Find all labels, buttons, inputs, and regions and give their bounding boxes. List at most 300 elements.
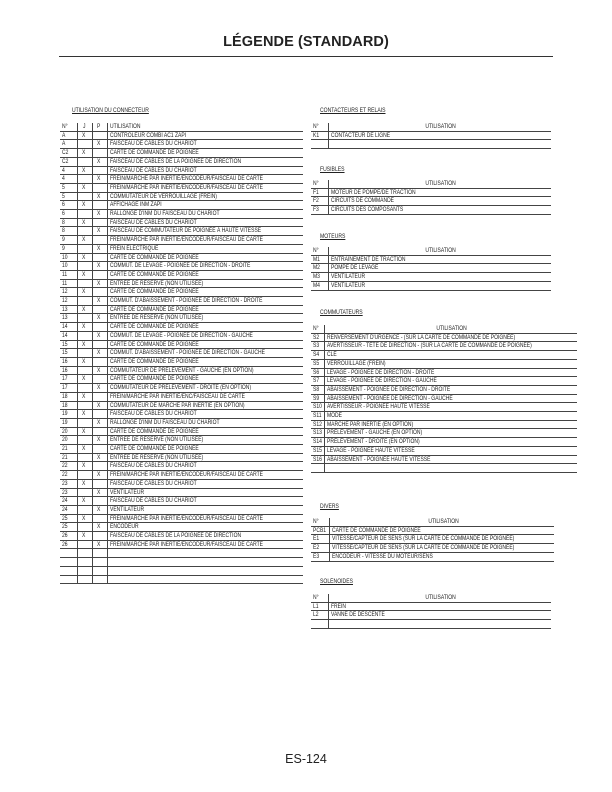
cell-usage: PRÉLÈVEMENT - GAUCHE (EN OPTION) bbox=[326, 429, 422, 437]
cell-p: X bbox=[92, 453, 107, 462]
cell-usage: RENVERSEMENT D'URGENCE - (SUR LA CARTE DE COMMANDE DE POIGNÉE) bbox=[326, 333, 516, 341]
cell-usage bbox=[328, 140, 551, 149]
cell-j bbox=[77, 471, 92, 480]
cell-usage: ENCODEUR - VITESSE DU MOTEUR/SENS bbox=[331, 552, 433, 560]
cell-usage: CARTE DE COMMANDE DE POIGNÉE bbox=[109, 288, 199, 296]
cell-j: X bbox=[77, 445, 92, 454]
cell-j bbox=[77, 331, 92, 340]
cell-no: 21 bbox=[60, 445, 77, 454]
cell-no: K1 bbox=[311, 131, 328, 140]
cell-no: S14 bbox=[311, 438, 324, 447]
table-row bbox=[60, 445, 303, 454]
cell-p: X bbox=[92, 297, 107, 306]
cell-usage: CONTRÔLEUR COMBI AC1 ZAPI bbox=[109, 131, 186, 139]
cell-p: X bbox=[92, 505, 107, 514]
cell-usage: VENTILATEUR bbox=[109, 488, 144, 496]
cell-no: 5 bbox=[60, 192, 77, 201]
cell-j bbox=[77, 244, 92, 253]
cell-no bbox=[311, 140, 328, 149]
cell-usage: ENTRÉE DE RÉSERVE (NON UTILISÉE) bbox=[109, 436, 203, 444]
cell-p bbox=[92, 410, 107, 419]
cell-no: 6 bbox=[60, 210, 77, 219]
cell-no: 20 bbox=[60, 436, 77, 445]
cell-no: 18 bbox=[60, 401, 77, 410]
cell-p bbox=[92, 575, 107, 584]
cell-j bbox=[77, 566, 92, 575]
table-row bbox=[311, 412, 577, 421]
title-rule bbox=[59, 56, 553, 57]
table-row bbox=[311, 394, 577, 403]
table-row bbox=[60, 323, 303, 332]
cell-usage: FREIN/MARCHE PAR INERTIE/ENCODEUR/FAISCEAU DE CARTE bbox=[109, 540, 263, 548]
cell-usage: ENTRÉE DE RÉSERVE (NON UTILISÉE) bbox=[109, 279, 203, 287]
table-row bbox=[311, 342, 577, 351]
cell-usage: ENCODEUR bbox=[109, 523, 139, 531]
cell-p bbox=[92, 340, 107, 349]
cell-j: X bbox=[77, 305, 92, 314]
cell-usage: CARTE DE COMMANDE DE POIGNÉE bbox=[109, 340, 199, 348]
cell-usage: ENTRÉE DE RÉSERVE (NON UTILISÉE) bbox=[109, 453, 203, 461]
cell-j bbox=[77, 436, 92, 445]
table-row bbox=[60, 297, 303, 306]
cell-no: 22 bbox=[60, 462, 77, 471]
table-row bbox=[60, 427, 303, 436]
table-row bbox=[311, 377, 577, 386]
cell-p bbox=[92, 566, 107, 575]
table-row bbox=[311, 206, 551, 215]
section-title-misc: DIVERS bbox=[320, 503, 339, 510]
table-row bbox=[60, 131, 303, 140]
table-row bbox=[311, 359, 577, 368]
cell-usage: FREIN/MARCHE PAR INERTIE/ENCODEUR/FAISCEAU DE CARTE bbox=[109, 175, 263, 183]
cell-j bbox=[77, 227, 92, 236]
cell-p: X bbox=[92, 436, 107, 445]
cell-usage: CARTE DE COMMANDE DE POIGNÉE bbox=[109, 305, 199, 313]
cell-j: X bbox=[77, 253, 92, 262]
cell-no: 24 bbox=[60, 505, 77, 514]
cell-no: 20 bbox=[60, 427, 77, 436]
table-header-row bbox=[311, 594, 551, 602]
cell-j bbox=[77, 297, 92, 306]
cell-p bbox=[92, 218, 107, 227]
cell-no: S13 bbox=[311, 429, 324, 438]
section-title-contactors: CONTACTEURS ET RELAIS bbox=[320, 107, 386, 114]
table-row bbox=[60, 166, 303, 175]
table-row bbox=[60, 462, 303, 471]
cell-j bbox=[77, 401, 92, 410]
cell-usage: PRÉLÈVEMENT - DROITE (EN OPTION) bbox=[326, 438, 420, 446]
cell-j: X bbox=[77, 166, 92, 175]
motors-table bbox=[311, 247, 551, 291]
cell-no: S4 bbox=[311, 351, 324, 360]
cell-p bbox=[92, 236, 107, 245]
cell-p bbox=[92, 149, 107, 158]
cell-no: 4 bbox=[60, 175, 77, 184]
cell-no: 23 bbox=[60, 488, 77, 497]
cell-no: M2 bbox=[311, 264, 328, 273]
table-row bbox=[60, 288, 303, 297]
cell-p: X bbox=[92, 540, 107, 549]
cell-p bbox=[92, 131, 107, 140]
cell-j: X bbox=[77, 514, 92, 523]
cell-no: S9 bbox=[311, 394, 324, 403]
cell-usage: POMPE DE LEVAGE bbox=[330, 264, 378, 272]
cell-no: M4 bbox=[311, 281, 328, 290]
cell-p: X bbox=[92, 418, 107, 427]
header-no: N° bbox=[311, 518, 329, 526]
cell-usage: FREIN/MARCHE PAR INERTIE/ENC/FAISCEAU DE CARTE bbox=[109, 392, 245, 400]
table-row bbox=[60, 558, 303, 567]
cell-no: 13 bbox=[60, 314, 77, 323]
cell-usage: VITESSE/CAPTEUR DE SENS (SUR LA CARTE DE COMMANDE DE POIGNÉE) bbox=[331, 535, 515, 543]
header-usage: UTILISATION bbox=[425, 247, 456, 254]
cell-usage: CONTACTEUR DE LIGNE bbox=[330, 131, 390, 139]
cell-no: 17 bbox=[60, 384, 77, 393]
cell-j: X bbox=[77, 479, 92, 488]
cell-p bbox=[92, 166, 107, 175]
header-no: N° bbox=[311, 123, 328, 131]
cell-j: X bbox=[77, 183, 92, 192]
cell-no: S5 bbox=[311, 359, 324, 368]
cell-usage: FAISCEAU DE CÂBLES DE LA POIGNÉE DE DIRECTION bbox=[109, 532, 241, 540]
cell-no: 13 bbox=[60, 305, 77, 314]
cell-usage bbox=[107, 558, 303, 567]
cell-p: X bbox=[92, 401, 107, 410]
cell-j: X bbox=[77, 218, 92, 227]
table-row bbox=[60, 514, 303, 523]
table-row bbox=[60, 262, 303, 271]
table-row bbox=[311, 526, 554, 535]
cell-usage: FAISCEAU DE CÂBLES DU CHARIOT bbox=[109, 462, 197, 470]
cell-p bbox=[92, 392, 107, 401]
cell-no: S7 bbox=[311, 377, 324, 386]
contactors-table bbox=[311, 123, 551, 149]
cell-no bbox=[60, 566, 77, 575]
table-row bbox=[311, 333, 577, 342]
cell-usage: COMMUT. D'ABAISSEMENT - POIGNÉE DE DIRECTION - GAUCHE bbox=[109, 349, 265, 357]
cell-usage: COMMUTATEUR DE PRÉLÈVEMENT - DROITE (EN OPTION) bbox=[109, 384, 251, 392]
table-row bbox=[311, 197, 551, 206]
cell-j bbox=[77, 314, 92, 323]
table-row bbox=[60, 314, 303, 323]
cell-j bbox=[77, 558, 92, 567]
misc-table bbox=[311, 518, 554, 562]
cell-usage: CARTE DE COMMANDE DE POIGNÉE bbox=[109, 149, 199, 157]
cell-usage: ABAISSEMENT - POIGNÉE HAUTE VITESSE bbox=[326, 455, 431, 463]
cell-j: X bbox=[77, 462, 92, 471]
table-row bbox=[311, 438, 577, 447]
table-row bbox=[311, 140, 551, 149]
cell-usage: AVERTISSEUR - POIGNÉE HAUTE VITESSE bbox=[326, 403, 430, 411]
cell-p bbox=[92, 549, 107, 558]
section-title-fuses: FUSIBLES bbox=[320, 166, 345, 173]
cell-usage: RALLONGE D'INM DU FAISCEAU DU CHARIOT bbox=[109, 210, 220, 218]
table-row bbox=[311, 611, 551, 620]
cell-no: 22 bbox=[60, 471, 77, 480]
table-row bbox=[60, 183, 303, 192]
cell-no bbox=[311, 464, 324, 473]
cell-j: X bbox=[77, 323, 92, 332]
cell-usage: FAISCEAU DE CÂBLES DU CHARIOT bbox=[109, 479, 197, 487]
page-number: ES-124 bbox=[285, 752, 327, 766]
table-row bbox=[60, 497, 303, 506]
cell-j: X bbox=[77, 410, 92, 419]
cell-no: 16 bbox=[60, 366, 77, 375]
table-row bbox=[60, 340, 303, 349]
table-row bbox=[311, 446, 577, 455]
cell-usage: MODE bbox=[326, 412, 342, 420]
cell-no: C2 bbox=[60, 149, 77, 158]
cell-usage: FAISCEAU DE COMMUTATEUR DE POIGNÉE À HAUTE VITESSE bbox=[109, 227, 261, 235]
cell-usage: CIRCUITS DES COMPOSANTS bbox=[330, 206, 403, 214]
cell-p bbox=[92, 479, 107, 488]
cell-usage: COMMUTATEUR DE MARCHE PAR INERTIE (EN OPTION) bbox=[109, 401, 245, 409]
cell-usage: CARTE DE COMMANDE DE POIGNÉE bbox=[109, 445, 199, 453]
table-row bbox=[60, 270, 303, 279]
cell-j bbox=[77, 279, 92, 288]
cell-usage: ABAISSEMENT - POIGNÉE DE DIRECTION - GAUCHE bbox=[326, 394, 453, 402]
cell-p bbox=[92, 497, 107, 506]
cell-usage: COMMUT. DE LEVAGE - POIGNÉE DE DIRECTION - DROITE bbox=[109, 262, 250, 270]
cell-p bbox=[92, 201, 107, 210]
cell-p: X bbox=[92, 279, 107, 288]
cell-usage bbox=[324, 464, 576, 473]
cell-usage: ENTRAÎNEMENT DE TRACTION bbox=[330, 255, 406, 263]
cell-usage bbox=[107, 575, 303, 584]
cell-j bbox=[77, 523, 92, 532]
table-row bbox=[60, 410, 303, 419]
cell-no: 23 bbox=[60, 479, 77, 488]
cell-no: PCB1 bbox=[311, 526, 329, 535]
cell-p: X bbox=[92, 192, 107, 201]
cell-p bbox=[92, 445, 107, 454]
header-usage: UTILISATION bbox=[425, 594, 456, 601]
table-row bbox=[60, 418, 303, 427]
table-row bbox=[311, 602, 551, 611]
cell-j bbox=[77, 157, 92, 166]
header-usage: UTILISATION bbox=[436, 325, 467, 332]
cell-j: X bbox=[77, 532, 92, 541]
table-row bbox=[60, 566, 303, 575]
cell-no: S6 bbox=[311, 368, 324, 377]
table-header-row bbox=[311, 518, 554, 526]
cell-j bbox=[77, 262, 92, 271]
cell-no: 15 bbox=[60, 349, 77, 358]
cell-p: X bbox=[92, 349, 107, 358]
cell-p: X bbox=[92, 244, 107, 253]
cell-usage: CARTE DE COMMANDE DE POIGNÉE bbox=[109, 323, 199, 331]
section-title-connector-usage: UTILISATION DU CONNECTEUR bbox=[72, 107, 149, 114]
cell-no: S10 bbox=[311, 403, 324, 412]
cell-no: F1 bbox=[311, 188, 328, 197]
cell-no: 11 bbox=[60, 279, 77, 288]
table-row bbox=[60, 401, 303, 410]
cell-usage: MARCHE PAR INERTIE (EN OPTION) bbox=[326, 420, 414, 428]
cell-p bbox=[92, 270, 107, 279]
header-no: N° bbox=[311, 247, 328, 255]
solenoids-table bbox=[311, 594, 551, 629]
table-row bbox=[60, 479, 303, 488]
cell-j: X bbox=[77, 340, 92, 349]
cell-j bbox=[77, 140, 92, 149]
cell-no: 24 bbox=[60, 497, 77, 506]
cell-usage: VERROUILLAGE (FREIN) bbox=[326, 359, 386, 367]
header-j: J bbox=[77, 123, 92, 131]
cell-j: X bbox=[77, 392, 92, 401]
cell-usage: RALLONGE D'INM DU FAISCEAU DU CHARIOT bbox=[109, 418, 220, 426]
cell-p: X bbox=[92, 227, 107, 236]
cell-p bbox=[92, 357, 107, 366]
fuses-table bbox=[311, 180, 551, 215]
cell-no: 9 bbox=[60, 244, 77, 253]
cell-no: E2 bbox=[311, 544, 329, 553]
cell-no: E1 bbox=[311, 535, 329, 544]
cell-j: X bbox=[77, 131, 92, 140]
cell-p: X bbox=[92, 140, 107, 149]
cell-no: 26 bbox=[60, 532, 77, 541]
cell-usage bbox=[328, 620, 551, 629]
cell-p bbox=[92, 305, 107, 314]
cell-no: 25 bbox=[60, 523, 77, 532]
table-row bbox=[60, 523, 303, 532]
table-header-row bbox=[60, 123, 303, 131]
table-row bbox=[311, 368, 577, 377]
cell-p: X bbox=[92, 175, 107, 184]
cell-usage: COMMUT. D'ABAISSEMENT - POIGNÉE DE DIRECTION - DROITE bbox=[109, 297, 262, 305]
cell-p bbox=[92, 514, 107, 523]
cell-usage: AVERTISSEUR - TÊTE DE DIRECTION - (SUR LA CARTE DE COMMANDE DE POIGNÉE) bbox=[326, 342, 532, 350]
table-row bbox=[60, 366, 303, 375]
cell-no: 9 bbox=[60, 236, 77, 245]
table-row bbox=[311, 131, 551, 140]
table-row bbox=[311, 455, 577, 464]
cell-p bbox=[92, 532, 107, 541]
section-title-motors: MOTEURS bbox=[320, 233, 346, 240]
cell-p bbox=[92, 462, 107, 471]
table-row bbox=[60, 349, 303, 358]
cell-j: X bbox=[77, 149, 92, 158]
table-row bbox=[311, 264, 551, 273]
cell-no: 19 bbox=[60, 418, 77, 427]
cell-no: 6 bbox=[60, 201, 77, 210]
table-row bbox=[60, 253, 303, 262]
cell-j bbox=[77, 349, 92, 358]
cell-no: 14 bbox=[60, 331, 77, 340]
switches-table bbox=[311, 325, 577, 473]
cell-no: F3 bbox=[311, 206, 328, 215]
cell-no: S2 bbox=[311, 333, 324, 342]
section-title-switches: COMMUTATEURS bbox=[320, 309, 363, 316]
cell-usage: LEVAGE - POIGNÉE HAUTE VITESSE bbox=[326, 446, 415, 454]
cell-j: X bbox=[77, 201, 92, 210]
cell-usage: ENTRÉE DE RÉSERVE (NON UTILISÉE) bbox=[109, 314, 203, 322]
cell-no: 8 bbox=[60, 218, 77, 227]
cell-p bbox=[92, 288, 107, 297]
cell-usage: FREIN/MARCHE PAR INERTIE/ENCODEUR/FAISCEAU DE CARTE bbox=[109, 236, 263, 244]
table-row bbox=[311, 464, 577, 473]
table-row bbox=[60, 279, 303, 288]
cell-p: X bbox=[92, 366, 107, 375]
cell-no: S12 bbox=[311, 420, 324, 429]
cell-no: 5 bbox=[60, 183, 77, 192]
cell-usage: FAISCEAU DE CÂBLES DU CHARIOT bbox=[109, 497, 197, 505]
table-row bbox=[60, 331, 303, 340]
cell-no: S3 bbox=[311, 342, 324, 351]
table-row bbox=[311, 351, 577, 360]
cell-j bbox=[77, 192, 92, 201]
page-title: LÉGENDE (STANDARD) bbox=[223, 34, 389, 50]
cell-j bbox=[77, 175, 92, 184]
cell-usage: VENTILATEUR bbox=[330, 281, 365, 289]
table-row bbox=[311, 552, 554, 561]
cell-no: 18 bbox=[60, 392, 77, 401]
header-usage: UTILISATION bbox=[425, 123, 456, 130]
header-usage: UTILISATION bbox=[109, 123, 140, 130]
table-header-row bbox=[311, 247, 551, 255]
cell-j: X bbox=[77, 375, 92, 384]
cell-no: 11 bbox=[60, 270, 77, 279]
table-row bbox=[311, 544, 554, 553]
cell-usage: FREIN ÉLECTRIQUE bbox=[109, 244, 158, 252]
table-row bbox=[60, 384, 303, 393]
cell-usage: CARTE DE COMMANDE DE POIGNÉE bbox=[109, 357, 199, 365]
table-row bbox=[60, 453, 303, 462]
cell-p bbox=[92, 183, 107, 192]
cell-usage: FAISCEAU DE CÂBLES DU CHARIOT bbox=[109, 410, 197, 418]
cell-no: M1 bbox=[311, 255, 328, 264]
cell-j bbox=[77, 418, 92, 427]
cell-j: X bbox=[77, 270, 92, 279]
cell-usage: FREIN/MARCHE PAR INERTIE/ENCODEUR/FAISCEAU DE CARTE bbox=[109, 514, 263, 522]
cell-usage: FAISCEAU DE CÂBLES DU CHARIOT bbox=[109, 140, 197, 148]
cell-usage: LEVAGE - POIGNÉE DE DIRECTION - GAUCHE bbox=[326, 377, 437, 385]
cell-no bbox=[60, 549, 77, 558]
cell-usage: ABAISSEMENT - POIGNÉE DE DIRECTION - DROITE bbox=[326, 385, 451, 393]
cell-j: X bbox=[77, 427, 92, 436]
cell-j: X bbox=[77, 288, 92, 297]
cell-usage: VENTILATEUR bbox=[109, 505, 144, 513]
cell-usage: COMMUTATEUR DE PRÉLÈVEMENT - GAUCHE (EN OPTION) bbox=[109, 366, 254, 374]
cell-usage: FAISCEAU DE CÂBLES DU CHARIOT bbox=[109, 166, 197, 174]
table-row bbox=[311, 385, 577, 394]
table-row bbox=[60, 575, 303, 584]
cell-p: X bbox=[92, 488, 107, 497]
table-header-row bbox=[311, 180, 551, 188]
table-row bbox=[60, 357, 303, 366]
cell-no: S8 bbox=[311, 385, 324, 394]
cell-usage: CLÉ bbox=[326, 351, 337, 359]
cell-usage: FAISCEAU DE CÂBLES DU CHARIOT bbox=[109, 218, 197, 226]
cell-no: 12 bbox=[60, 288, 77, 297]
table-row bbox=[311, 535, 554, 544]
table-row bbox=[60, 392, 303, 401]
table-row bbox=[311, 255, 551, 264]
cell-p bbox=[92, 427, 107, 436]
cell-no: S15 bbox=[311, 446, 324, 455]
cell-p bbox=[92, 253, 107, 262]
table-row bbox=[60, 471, 303, 480]
table-row bbox=[60, 236, 303, 245]
table-row bbox=[311, 429, 577, 438]
cell-no: 10 bbox=[60, 262, 77, 271]
cell-no bbox=[60, 575, 77, 584]
cell-usage: CARTE DE COMMANDE DE POIGNÉE bbox=[331, 526, 421, 534]
table-row bbox=[311, 420, 577, 429]
cell-no: L1 bbox=[311, 602, 328, 611]
cell-no: 16 bbox=[60, 357, 77, 366]
table-row bbox=[60, 157, 303, 166]
cell-no: 26 bbox=[60, 540, 77, 549]
